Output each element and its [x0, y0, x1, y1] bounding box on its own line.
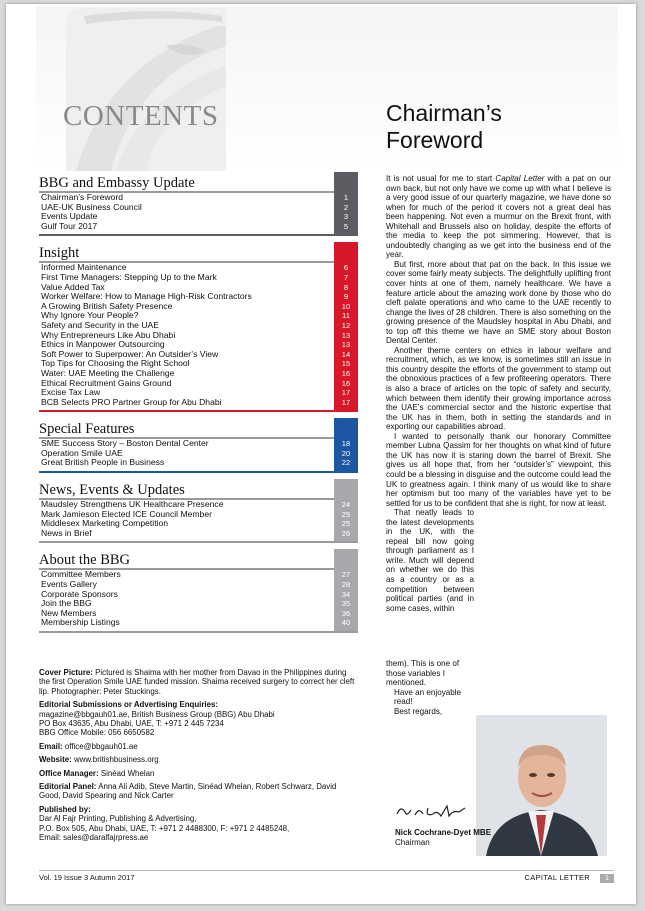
toc-list: [39, 263, 358, 410]
signature-name: Nick Cochrane-Dyet MBE: [395, 828, 492, 837]
website-label: Website:: [39, 755, 72, 765]
toc-entry-page: 27: [341, 570, 351, 580]
toc-entry-title: First Time Managers: Stepping Up to the Mark: [41, 271, 217, 282]
publisher-line: Dar Al Fajr Printing, Publishing & Advertising,: [39, 814, 197, 824]
toc-list: [39, 500, 358, 541]
toc-section: [39, 479, 358, 549]
toc-entry-title: Excise Tax Law: [41, 387, 101, 398]
foreword-paragraph: [386, 508, 474, 613]
toc-entry-page: 6: [343, 263, 349, 273]
text-run: That neatly leads to the latest developments in the UK, with the repeal bill now going through parliament as I write. Much will depend on whether we do this as a country or as a competition between political parties (and in some cases, within: [386, 508, 474, 613]
toc-entry-page: 9: [343, 292, 349, 302]
toc-entry-page: 18: [341, 439, 351, 449]
office-manager-label: Office Manager:: [39, 768, 99, 778]
toc-entry[interactable]: [39, 458, 358, 468]
toc-entry-page: 8: [343, 282, 349, 292]
cover-text: Pictured is Shaima with her mother from Davao in the Philippines during the first Operation Smile UAE funded mission. Shaima received surgery to correct her cleft lip. Photographer: Peter Stuckings.: [39, 668, 355, 696]
toc-list: [39, 439, 358, 471]
publisher-line: P.O. Box 505, Abu Dhabi, UAE, T: +971 2 4488300, F: +971 2 4485248,: [39, 823, 290, 833]
toc-section: [39, 242, 358, 418]
page-footer: [39, 870, 614, 883]
foreword-title: Chairman’s Foreword: [386, 100, 502, 153]
toc-entry-page: 20: [341, 448, 351, 458]
toc-entry-page: 14: [341, 349, 351, 359]
toc-section-color-bar: [334, 242, 358, 263]
signature-role: Chairman: [395, 838, 430, 847]
toc-entry-page: 10: [341, 301, 351, 311]
toc-entry-title: Events Gallery: [41, 579, 97, 590]
toc-entry-title: Middlesex Marketing Competition: [41, 518, 169, 529]
text-run: It is not usual for me to start: [386, 174, 496, 183]
toc-entry-title: SME Success Story – Boston Dental Center: [41, 438, 209, 449]
toc-list: [39, 570, 358, 631]
toc-entry-title: Ethical Recruitment Gains Ground: [41, 377, 172, 388]
foreword-body: [386, 174, 611, 613]
email-link[interactable]: office@bbgauh01.ae: [64, 741, 138, 751]
toc-entry-title: Top Tips for Choosing the Right School: [41, 358, 190, 369]
toc-section-color-bar: [334, 418, 358, 439]
toc-entry-page: 17: [341, 388, 351, 398]
toc-section-header: [39, 549, 358, 570]
toc-list-padding: [39, 468, 358, 471]
toc-entry-page: 13: [341, 340, 351, 350]
magazine-name: CAPITAL LETTER: [524, 873, 590, 882]
toc-section-color-bar: [334, 172, 358, 193]
toc-entry-page: 35: [341, 599, 351, 609]
toc-entry-page: 25: [341, 519, 351, 529]
toc-entry[interactable]: [39, 398, 358, 408]
toc-entry-title: Membership Listings: [41, 617, 120, 628]
toc-entry-page: 34: [341, 589, 351, 599]
magazine-credits: [39, 668, 357, 847]
toc-entry-page: 15: [341, 359, 351, 369]
toc-entry-title: New Members: [41, 607, 97, 618]
magazine-page: [6, 4, 636, 904]
email-label: Email:: [39, 741, 63, 751]
toc-entry-title: Ethics in Manpower Outsourcing: [41, 339, 165, 350]
toc-entry-page: 16: [341, 368, 351, 378]
toc-entry-page: 1: [343, 193, 349, 202]
toc-section-color-bar: [334, 549, 358, 570]
toc-entry-page: 16: [341, 378, 351, 388]
toc-entry-title: BCB Selects PRO Partner Group for Abu Dhabi: [41, 396, 222, 407]
toc-list-padding: [39, 628, 358, 631]
published-label: Published by:: [39, 804, 91, 814]
toc-entry[interactable]: [39, 618, 358, 628]
toc-entry-page: 36: [341, 608, 351, 618]
toc-entry-title: Informed Maintenance: [41, 262, 127, 273]
cover-label: Cover Picture:: [39, 668, 93, 677]
toc-entry-title: A Growing British Safety Presence: [41, 300, 173, 311]
toc-list-padding: [39, 231, 358, 234]
toc-entry-page: 28: [341, 580, 351, 590]
toc-entry-title: Worker Welfare: How to Manage High-Risk Contractors: [41, 291, 252, 302]
toc-entry-title: Events Update: [41, 211, 98, 222]
toc-section-title: About the BBG: [39, 552, 131, 569]
toc-entry-page: 22: [341, 458, 351, 468]
toc-entry-page: 7: [343, 272, 349, 282]
foreword-paragraph: [386, 174, 611, 260]
toc-entry-title: Maudsley Strengthens UK Healthcare Presence: [41, 499, 224, 510]
toc-entry-page: 40: [341, 618, 351, 628]
panel-label: Editorial Panel:: [39, 782, 97, 792]
publisher-line: Email: sales@daralfajrpress.ae: [39, 833, 149, 843]
toc-section-title: News, Events & Updates: [39, 482, 185, 499]
toc-list-padding: [39, 407, 358, 410]
toc-section-title: Insight: [39, 245, 80, 262]
toc-section-header: [39, 172, 358, 193]
toc-section-title: Special Features: [39, 421, 135, 438]
toc-entry-page: 25: [341, 509, 351, 519]
toc-entry-page: 24: [341, 500, 351, 510]
toc-entry-title: Join the BBG: [41, 598, 92, 609]
toc-list-padding: [39, 538, 358, 541]
toc-entry[interactable]: [39, 529, 358, 539]
foreword-line: Best regards,: [394, 706, 443, 716]
chairman-portrait: [476, 715, 607, 856]
editorial-line: magazine@bbgauh01.ae, British Business Group (BBG) Abu Dhabi: [39, 709, 275, 719]
toc-section-gap: [39, 633, 358, 639]
editorial-line: BBG Office Mobile: 056 6650582: [39, 728, 155, 738]
toc-entry-title: Safety and Security in the UAE: [41, 319, 159, 330]
page-number: 1: [600, 874, 614, 883]
text-run: with a pat on our own back, but not only have we come up with what I believe is a very good issue of our quarterly magazine, we have done so when for much of the period it covers not a great deal has been happening. Not even a murmur on the Brexit front, with Whitehall and Brussels also on holiday, despite the efforts of the media to keep the pot simmering. However, that is undoubtedly changing as we get into the business end of the year.: [386, 174, 611, 260]
editorial-label: Editorial Submissions or Advertising Enquiries:: [39, 700, 219, 710]
toc-entry-page: 17: [341, 397, 351, 407]
editorial-line: PO Box 43635, Abu Dhabi, UAE, T: +971 2 445 7234: [39, 719, 224, 729]
toc-entry-title: News in Brief: [41, 527, 92, 538]
toc-section-header: [39, 479, 358, 500]
foreword-paragraph: I wanted to personally thank our honorary Committee member Lubna Qassim for her thoughts on what kind of future the UK has now it is staring down the barrel of Brexit. She gives us all hope that, from her “outsider’s” viewpoint, this could be a blessing in disguise and the outcome could lead the UK to greatness again. I think many of us would like to share her optimism but too many of the variables have yet to be settled for us to be confident that she is right, for now at least.: [386, 431, 611, 508]
magazine-name: Capital Letter: [495, 174, 545, 183]
toc-entry-page: 13: [341, 330, 351, 340]
toc-section: [39, 418, 358, 479]
foreword-line: Have an enjoyable read!: [394, 687, 462, 707]
toc-section: [39, 172, 358, 242]
toc-entry-title: Great British People in Business: [41, 457, 165, 468]
toc-entry-title: Why Entrepreneurs Like Abu Dhabi: [41, 329, 176, 340]
foreword-end: [386, 659, 472, 716]
table-of-contents: [39, 172, 358, 639]
foreword-paragraph: Another theme centers on ethics in labour welfare and recruitment, which, as we know, is sometimes still an issue in this country despite the efforts of the government to stamp out the obnoxious practices of a few profiteering operators. There is also a brace of articles on the topic of safety and security, which between them identify their growing importance across the UAE’s commercial sector and the historic expertise that the UK has in them, both in setting the standards and in exporting our capabilities abroad.: [386, 345, 611, 432]
toc-list: [39, 193, 358, 234]
panel-names: Anna Ali Adib, Steve Martin, Sinéad Whelan, Robert Schwarz, David Good, David Spearing and Nick Carter: [39, 782, 337, 801]
toc-entry-page: 11: [342, 311, 350, 321]
toc-entry-title: Gulf Tour 2017: [41, 220, 98, 231]
toc-entry-title: Operation Smile UAE: [41, 447, 123, 458]
toc-section-header: [39, 418, 358, 439]
toc-entry-title: Corporate Sponsors: [41, 588, 118, 599]
contents-title: CONTENTS: [63, 100, 219, 132]
toc-section: [39, 549, 358, 639]
toc-entry-page: 5: [343, 221, 349, 231]
toc-entry-title: Why Ignore Your People?: [41, 310, 139, 321]
toc-section-title: BBG and Embassy Update: [39, 175, 195, 191]
toc-entry[interactable]: [39, 222, 358, 232]
toc-entry-title: Chairman’s Foreword: [41, 192, 123, 202]
toc-section-color-bar: [334, 479, 358, 500]
foreword-line: them). This is one of those variables I mentioned.: [386, 659, 460, 688]
toc-entry-page: 2: [343, 202, 349, 212]
toc-entry-title: Mark Jamieson Elected ICE Council Member: [41, 508, 212, 519]
foreword-paragraph: But first, more about that pat on the back. In this issue we cover some fairly meaty subjects. The delightfully uplifting front cover hints at one of them, namely healthcare. We have a feature article about the amazing work done by those who do cleft palate operations and who came to the UAE recently to change the lives of 28 children. There is also something on the growing presence of the Maudsley hospital in Abu Dhabi, and to top off this theme we have an SME story about Boston Dental Center.: [386, 259, 611, 346]
office-manager-name: Sinéad Whelan: [100, 768, 155, 778]
website-link[interactable]: www.britishbusiness.org: [73, 755, 159, 765]
toc-entry-page: 3: [343, 212, 349, 222]
issue-info: Vol. 19 Issue 3 Autumn 2017: [39, 873, 135, 882]
toc-entry-title: UAE-UK Business Council: [41, 201, 142, 212]
toc-entry-title: Committee Members: [41, 569, 121, 580]
signature-icon: [395, 802, 479, 822]
toc-entry-title: Soft Power to Superpower: An Outsider’s View: [41, 348, 219, 359]
toc-entry-page: 26: [341, 528, 351, 538]
toc-entry-title: Value Added Tax: [41, 281, 105, 292]
toc-entry-title: Water: UAE Meeting the Challenge: [41, 367, 175, 378]
toc-entry-page: 12: [341, 320, 351, 330]
toc-section-header: [39, 242, 358, 263]
